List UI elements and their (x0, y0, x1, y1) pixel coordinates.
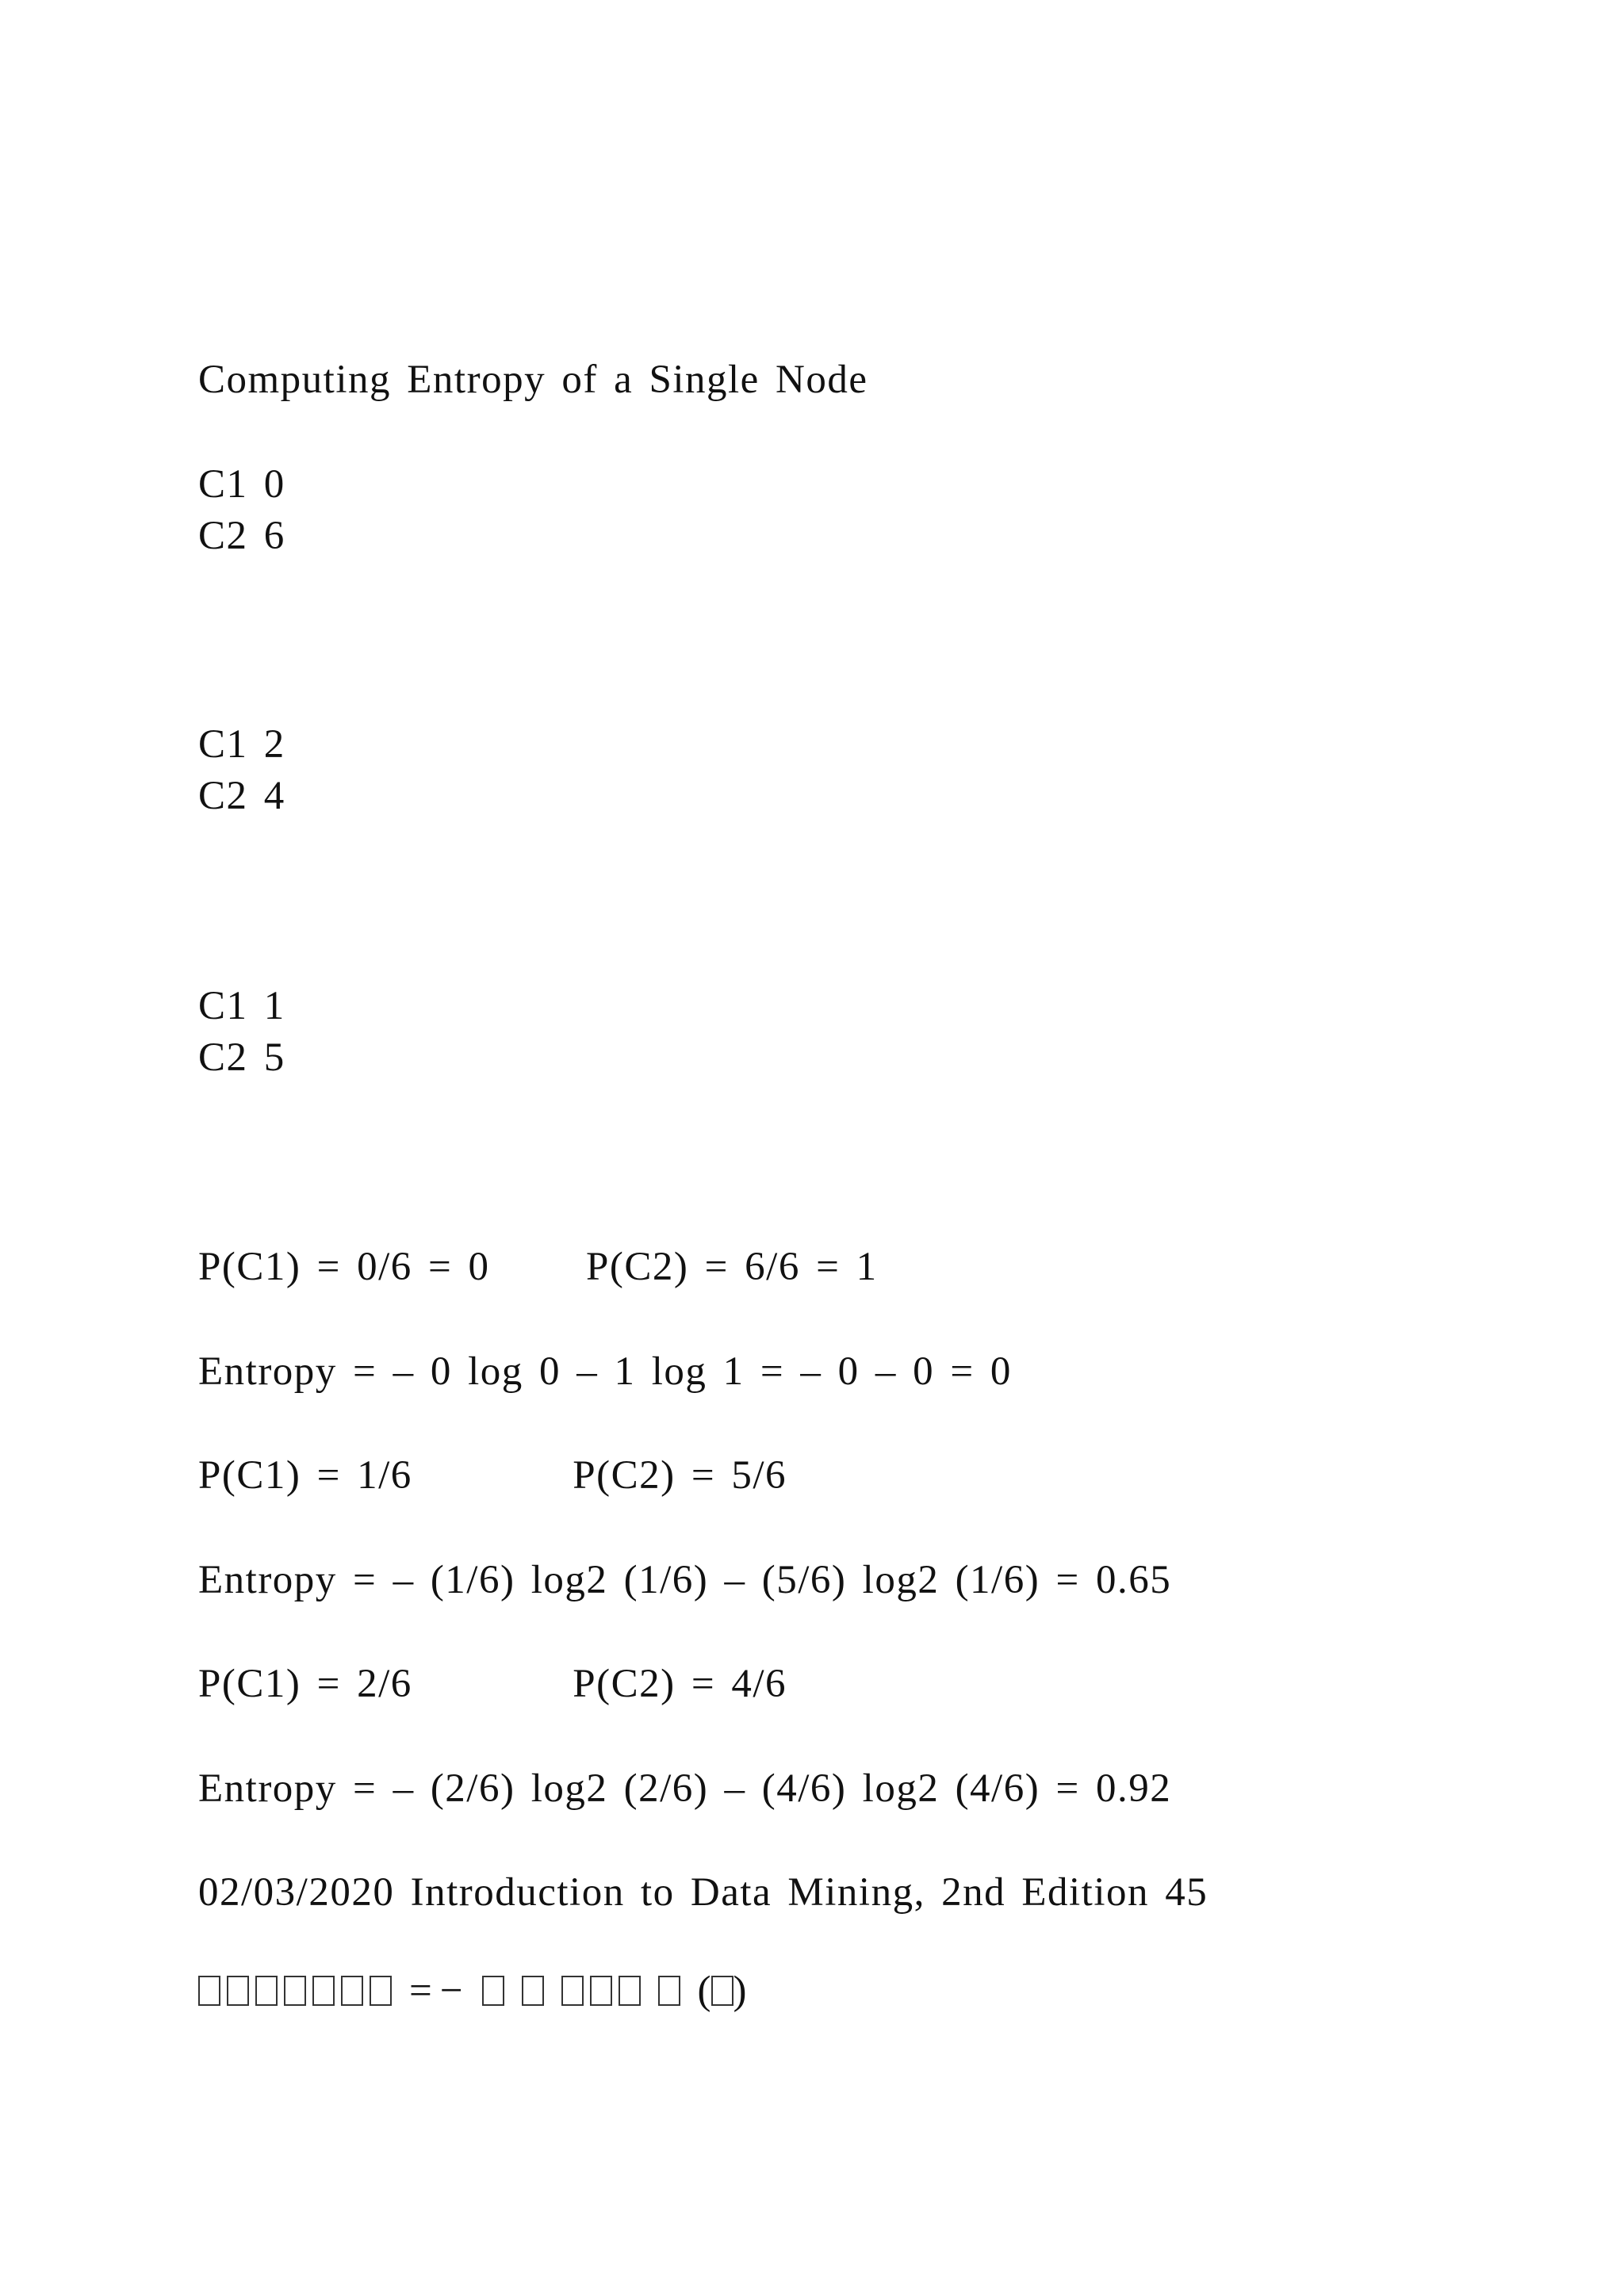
node2-c2: C2 4 (198, 774, 285, 818)
node3-c2: C2 5 (198, 1035, 285, 1080)
close-paren: ) (733, 1969, 747, 2013)
missing-glyph-icon (255, 1976, 278, 2006)
missing-glyph-icon (227, 1976, 249, 2006)
missing-glyph-icon (711, 1976, 733, 2006)
missing-glyph-icon (341, 1976, 363, 2006)
missing-glyph-icon (370, 1976, 392, 2006)
page-title: Computing Entropy of a Single Node (198, 358, 868, 402)
missing-glyph-icon (482, 1976, 504, 2006)
equals-sign: = (409, 1969, 432, 2013)
missing-glyph-icon (312, 1976, 335, 2006)
node2-c1: C1 2 (198, 722, 285, 767)
minus-sign: − (439, 1969, 463, 2013)
footer-text: 02/03/2020 Introduction to Data Mining, 2nd Edition 45 (198, 1870, 1208, 1915)
node1-c1: C1 0 (198, 462, 285, 507)
missing-glyph-icon (522, 1976, 544, 2006)
open-paren: ( (697, 1969, 711, 2013)
missing-glyph-icon (619, 1976, 641, 2006)
missing-glyph-icon (198, 1976, 220, 2006)
node3-c1: C1 1 (198, 984, 285, 1028)
entropy-line-2: Entropy = – (1/6) log2 (1/6) – (5/6) log2 (1/6) = 0.65 (198, 1558, 1172, 1602)
entropy-line-1: Entropy = – 0 log 0 – 1 log 1 = – 0 – 0 = 0 (198, 1349, 1012, 1394)
missing-glyph-icon (561, 1976, 584, 2006)
missing-glyph-icon (590, 1976, 612, 2006)
prob-line-2: P(C1) = 1/6 P(C2) = 5/6 (198, 1453, 787, 1498)
missing-glyph-icon (284, 1976, 306, 2006)
node1-c2: C2 6 (198, 514, 285, 558)
prob-line-1: P(C1) = 0/6 = 0 P(C2) = 6/6 = 1 (198, 1245, 878, 1289)
missing-glyph-icon (658, 1976, 680, 2006)
formula-placeholder-row (198, 1965, 747, 2017)
entropy-line-3: Entropy = – (2/6) log2 (2/6) – (4/6) log2 (4/6) = 0.92 (198, 1766, 1172, 1811)
prob-line-3: P(C1) = 2/6 P(C2) = 4/6 (198, 1662, 787, 1706)
